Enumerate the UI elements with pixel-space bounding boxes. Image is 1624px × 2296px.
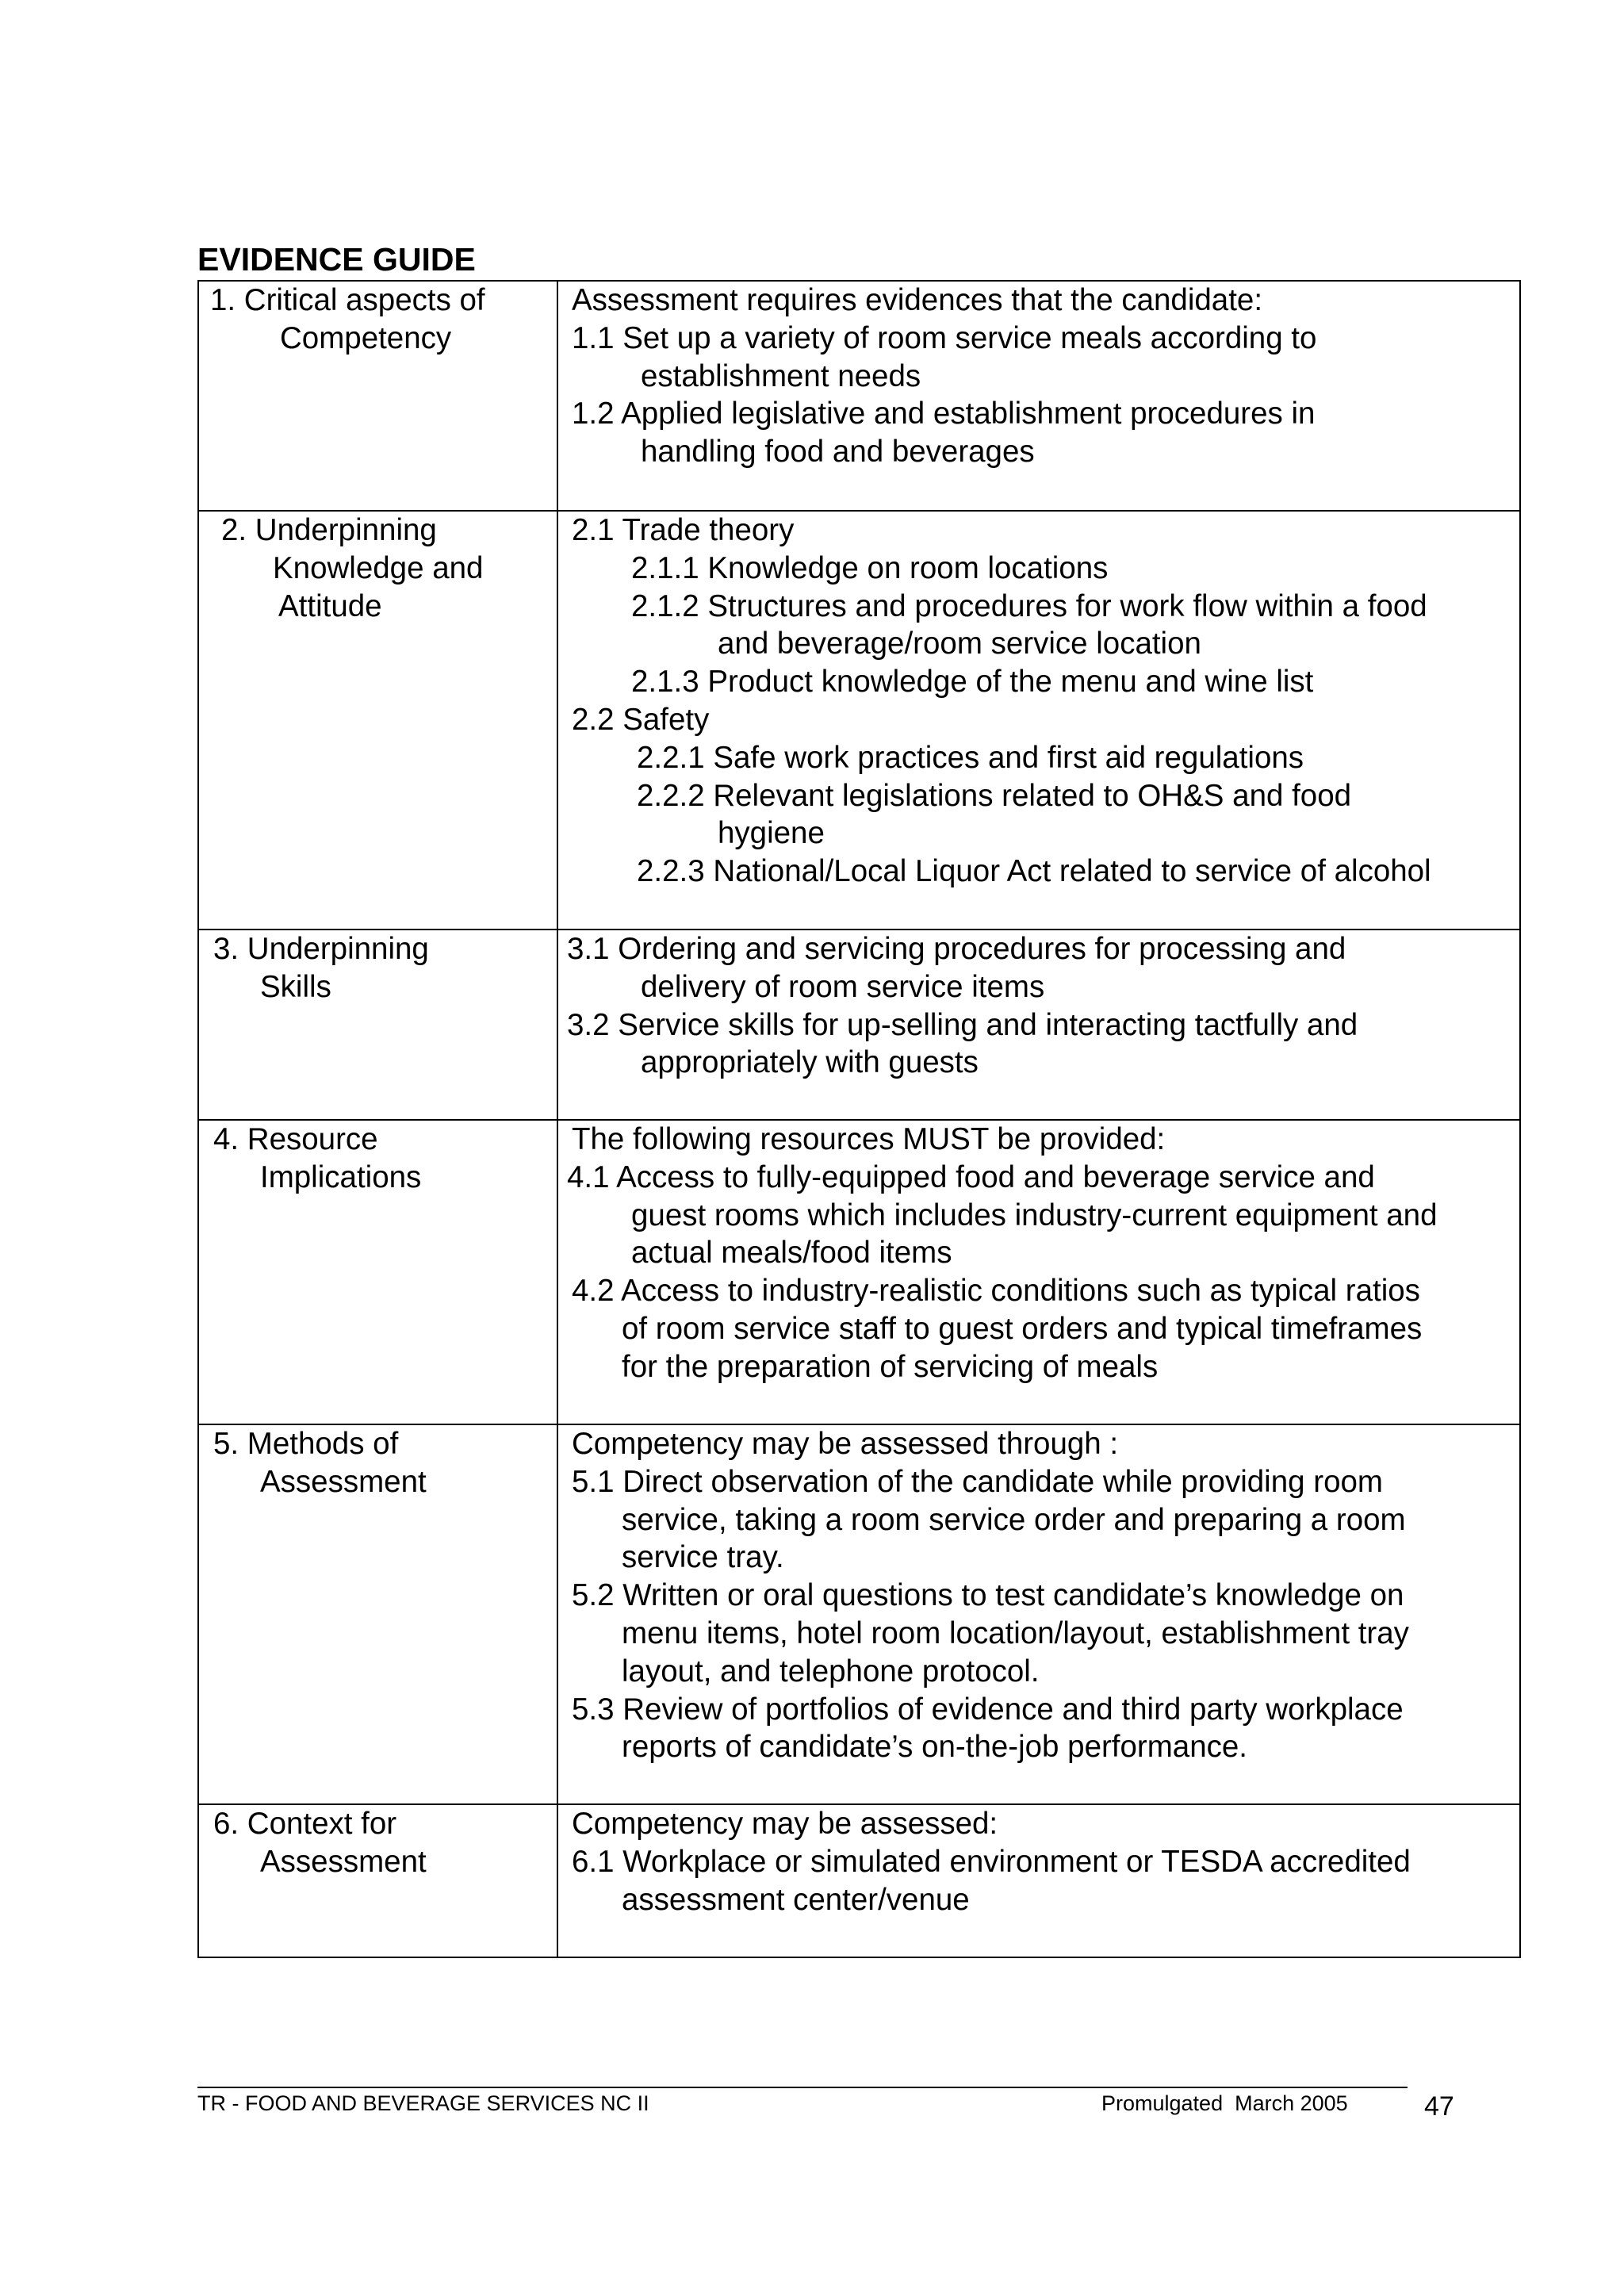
- evidence-line: 6.1 Workplace or simulated environment or TESDA accredited: [572, 1844, 1411, 1879]
- aspect-cell: [198, 511, 557, 930]
- evidence-line: 2.1.1 Knowledge on room locations: [631, 550, 1109, 585]
- evidence-line: 1.2 Applied legislative and establishment procedures in: [572, 397, 1316, 431]
- page-title: EVIDENCE GUIDE: [197, 241, 476, 278]
- evidence-line: menu items, hotel room location/layout, establishment tray: [622, 1616, 1409, 1650]
- evidence-line: 2.2.1 Safe work practices and first aid regulations: [637, 740, 1304, 775]
- evidence-line: service tray.: [622, 1540, 784, 1575]
- aspect-cell: [198, 1804, 557, 1957]
- aspect-line: Attitude: [278, 588, 382, 623]
- table-row-methods-of-assessment: [198, 1424, 1520, 1804]
- evidence-line: actual meals/food items: [631, 1236, 952, 1271]
- table-row-resource-implications: [198, 1120, 1520, 1424]
- aspect-line: 4. Resource: [213, 1122, 378, 1156]
- table-row-underpinning-skills: [198, 930, 1520, 1120]
- evidence-line: guest rooms which includes industry-current equipment and: [631, 1198, 1438, 1232]
- evidence-line: for the preparation of servicing of meals: [622, 1349, 1159, 1384]
- aspect-cell: [198, 930, 557, 1120]
- evidence-line: appropriately with guests: [641, 1045, 979, 1080]
- page-number: 47: [1424, 2091, 1454, 2122]
- evidence-cell: [557, 1804, 1520, 1957]
- evidence-guide-table: [197, 280, 1521, 1958]
- evidence-line: 5.1 Direct observation of the candidate while providing room: [572, 1464, 1383, 1499]
- evidence-line: 3.2 Service skills for up-selling and interacting tactfully and: [567, 1007, 1358, 1042]
- aspect-cell: [198, 1424, 557, 1804]
- evidence-line: The following resources MUST be provided:: [572, 1122, 1166, 1156]
- evidence-line: Competency may be assessed:: [572, 1807, 998, 1841]
- evidence-line: layout, and telephone protocol.: [622, 1654, 1040, 1688]
- evidence-line: 2.2.2 Relevant legislations related to OH&S and food: [637, 778, 1352, 813]
- evidence-cell: [557, 930, 1520, 1120]
- evidence-line: and beverage/room service location: [718, 627, 1201, 661]
- aspect-line: 5. Methods of: [213, 1427, 399, 1461]
- evidence-line: 2.2.3 National/Local Liquor Act related to service of alcohol: [637, 854, 1431, 889]
- evidence-line: establishment needs: [641, 358, 921, 393]
- aspect-line: 1. Critical aspects of: [210, 283, 485, 317]
- aspect-line: Skills: [260, 969, 331, 1004]
- evidence-line: handling food and beverages: [641, 435, 1035, 470]
- evidence-cell: [557, 1424, 1520, 1804]
- aspect-line: Implications: [260, 1159, 422, 1194]
- aspect-line: 2. Underpinning: [221, 513, 437, 547]
- evidence-line: 5.2 Written or oral questions to test candidate’s knowledge on: [572, 1578, 1404, 1613]
- aspect-line: Assessment: [260, 1464, 427, 1499]
- evidence-line: reports of candidate’s on-the-job performance.: [622, 1730, 1247, 1765]
- aspect-line: Competency: [280, 320, 452, 355]
- evidence-line: 2.2 Safety: [572, 702, 710, 737]
- evidence-line: 2.1.2 Structures and procedures for work flow within a food: [631, 588, 1427, 623]
- evidence-line: Assessment requires evidences that the candidate:: [572, 283, 1263, 317]
- evidence-line: 4.2 Access to industry-realistic conditions such as typical ratios: [572, 1274, 1420, 1309]
- aspect-line: 3. Underpinning: [213, 932, 429, 966]
- footer-promulgation-date: Promulgated March 2005: [1101, 2091, 1348, 2115]
- table-row-critical-aspects: [198, 281, 1520, 511]
- evidence-line: 1.1 Set up a variety of room service meals according to: [572, 320, 1317, 355]
- evidence-line: 2.1 Trade theory: [572, 513, 795, 547]
- evidence-line: hygiene: [718, 816, 825, 851]
- evidence-line: assessment center/venue: [622, 1882, 970, 1917]
- evidence-cell: [557, 281, 1520, 511]
- aspect-line: Assessment: [260, 1844, 427, 1879]
- evidence-cell: [557, 1120, 1520, 1424]
- footer-document-title: TR - FOOD AND BEVERAGE SERVICES NC II: [197, 2091, 649, 2115]
- evidence-line: 5.3 Review of portfolios of evidence and third party workplace: [572, 1692, 1404, 1727]
- evidence-line: of room service staff to guest orders and typical timeframes: [622, 1311, 1423, 1346]
- aspect-cell: [198, 1120, 557, 1424]
- table-row-underpinning-knowledge: [198, 511, 1520, 930]
- table-row-context-for-assessment: [198, 1804, 1520, 1957]
- evidence-line: 4.1 Access to fully-equipped food and beverage service and: [567, 1159, 1375, 1194]
- evidence-line: 2.1.3 Product knowledge of the menu and wine list: [631, 665, 1314, 700]
- evidence-line: service, taking a room service order and preparing a room: [622, 1502, 1406, 1537]
- evidence-line: 3.1 Ordering and servicing procedures for processing and: [567, 932, 1346, 966]
- evidence-cell: [557, 511, 1520, 930]
- aspect-cell: [198, 281, 557, 511]
- aspect-line: 6. Context for: [213, 1807, 397, 1841]
- evidence-line: Competency may be assessed through :: [572, 1427, 1119, 1461]
- footer-divider: [197, 2087, 1408, 2088]
- aspect-line: Knowledge and: [273, 550, 484, 585]
- evidence-line: delivery of room service items: [641, 969, 1045, 1004]
